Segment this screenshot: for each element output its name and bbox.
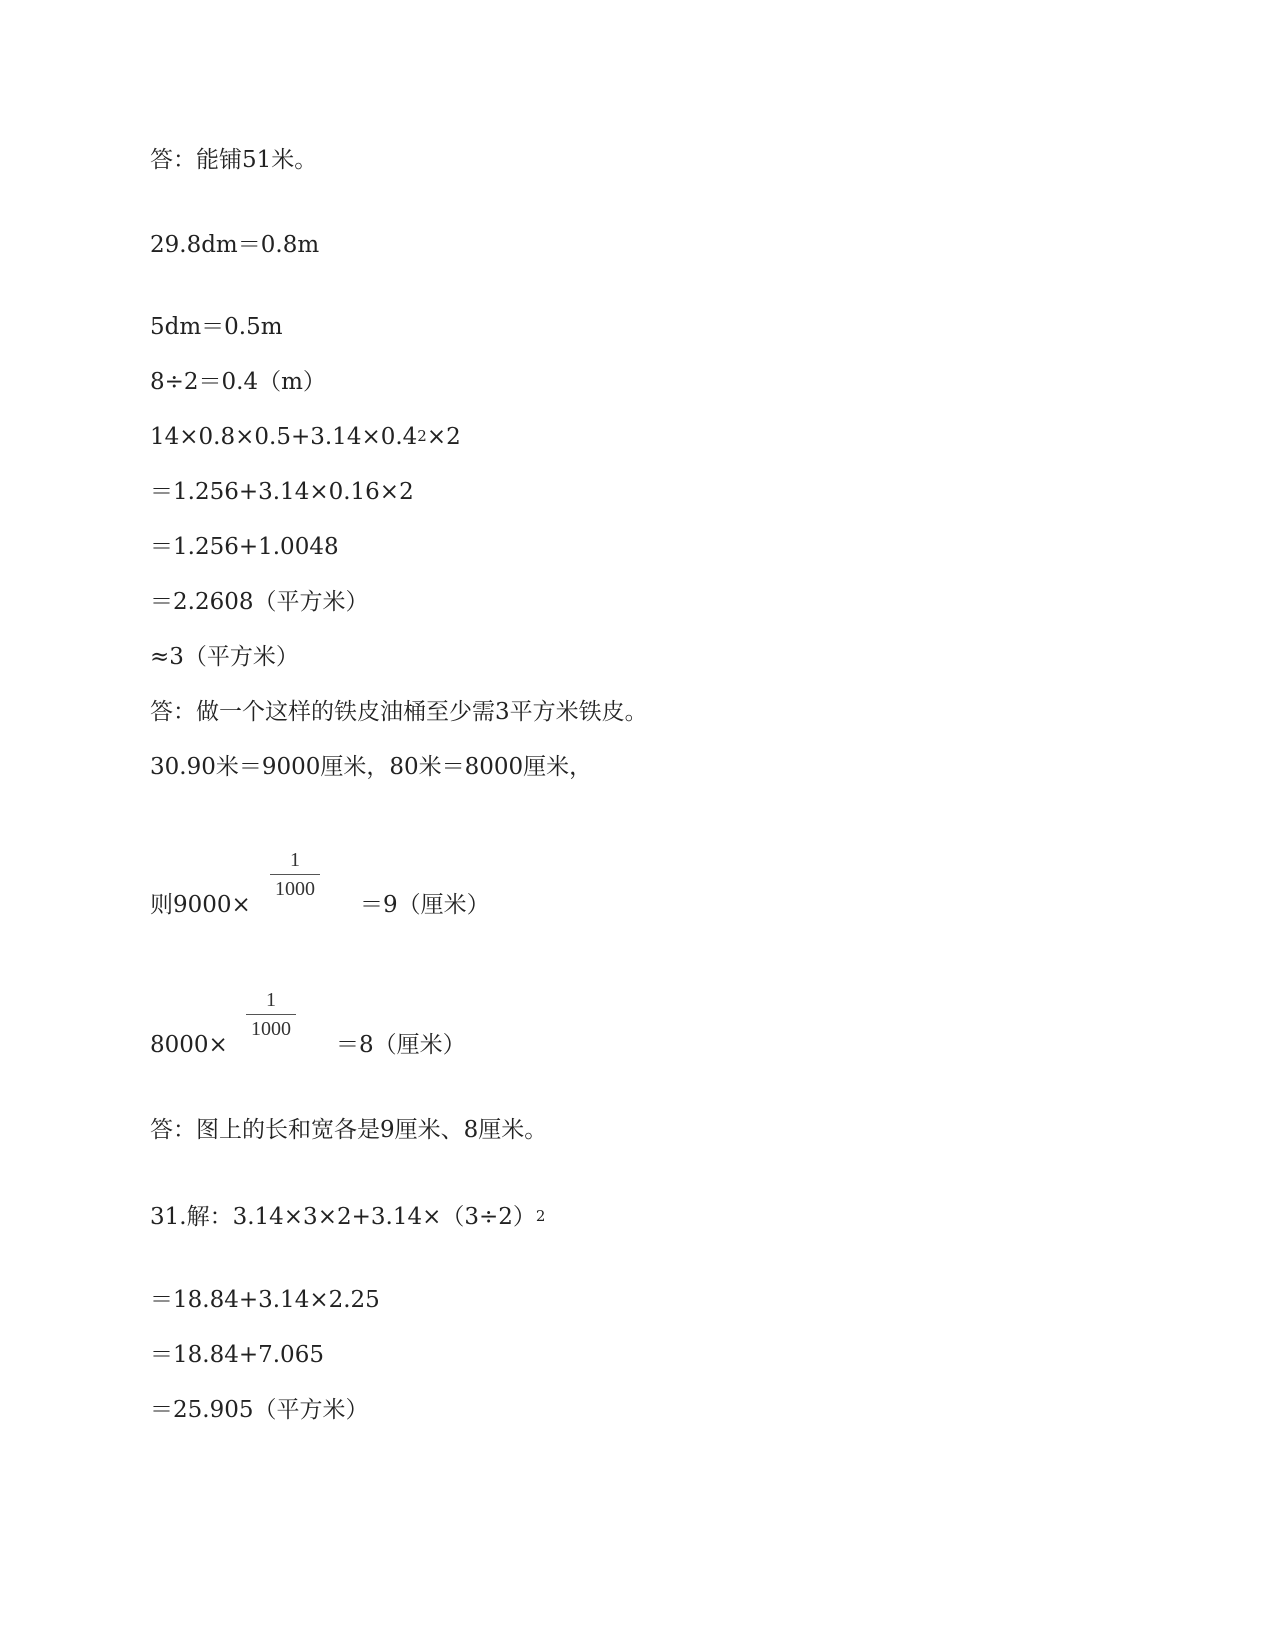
- solution-text: 31.解：3.14×3×2+3.14×（3÷2）: [150, 1204, 536, 1230]
- calc-step-4: ＝18.84+3.14×2.25: [150, 1287, 380, 1313]
- fraction-bar: [270, 874, 320, 875]
- exponent: 2: [417, 427, 427, 445]
- line-scale-width: [150, 1030, 228, 1060]
- calc-step-6: ＝25.905（平方米）: [150, 1397, 369, 1423]
- formula-text: 14×0.8×0.5+3.14×0.4: [150, 424, 418, 450]
- line-29-conversion: 29.8dm＝0.8m: [150, 232, 320, 258]
- answer-line-1: 答：能铺51米。: [150, 147, 318, 173]
- fraction-bar: [246, 1014, 296, 1015]
- scale-width-result: ＝8（厘米）: [336, 1032, 466, 1058]
- scale-length-prefix: 则9000×: [150, 892, 251, 918]
- calc-step-3: ＝2.2608（平方米）: [150, 589, 369, 615]
- fraction-1-1000-b: [246, 988, 296, 1041]
- fraction-denominator: 1000: [275, 878, 315, 900]
- fraction-numerator: 1: [290, 849, 300, 871]
- line-31-solution: [150, 1202, 545, 1234]
- line-30-conversion: 30.90米＝9000厘米，80米＝8000厘米，: [150, 754, 593, 780]
- scale-length-result: ＝9（厘米）: [360, 892, 490, 918]
- fraction-numerator: 1: [266, 989, 276, 1011]
- line-scale-length: [150, 890, 251, 920]
- fraction-denominator: 1000: [251, 1018, 291, 1040]
- scale-width-prefix: 8000×: [150, 1032, 228, 1058]
- fraction-1-1000-a: [270, 848, 320, 901]
- answer-line-2: 答：做一个这样的铁皮油桶至少需3平方米铁皮。: [150, 699, 648, 725]
- calc-step-2: ＝1.256+1.0048: [150, 534, 339, 560]
- line-area-formula: [150, 422, 461, 454]
- calc-step-1: ＝1.256+3.14×0.16×2: [150, 479, 414, 505]
- answer-line-3: 答：图上的长和宽各是9厘米、8厘米。: [150, 1117, 548, 1143]
- formula-tail: ×2: [426, 424, 461, 450]
- calc-step-5: ＝18.84+7.065: [150, 1342, 324, 1368]
- exponent: 2: [535, 1207, 546, 1225]
- line-8div2: 8÷2＝0.4（m）: [150, 369, 326, 395]
- calc-approx: ≈3（平方米）: [150, 644, 299, 670]
- line-5dm: 5dm＝0.5m: [150, 314, 283, 340]
